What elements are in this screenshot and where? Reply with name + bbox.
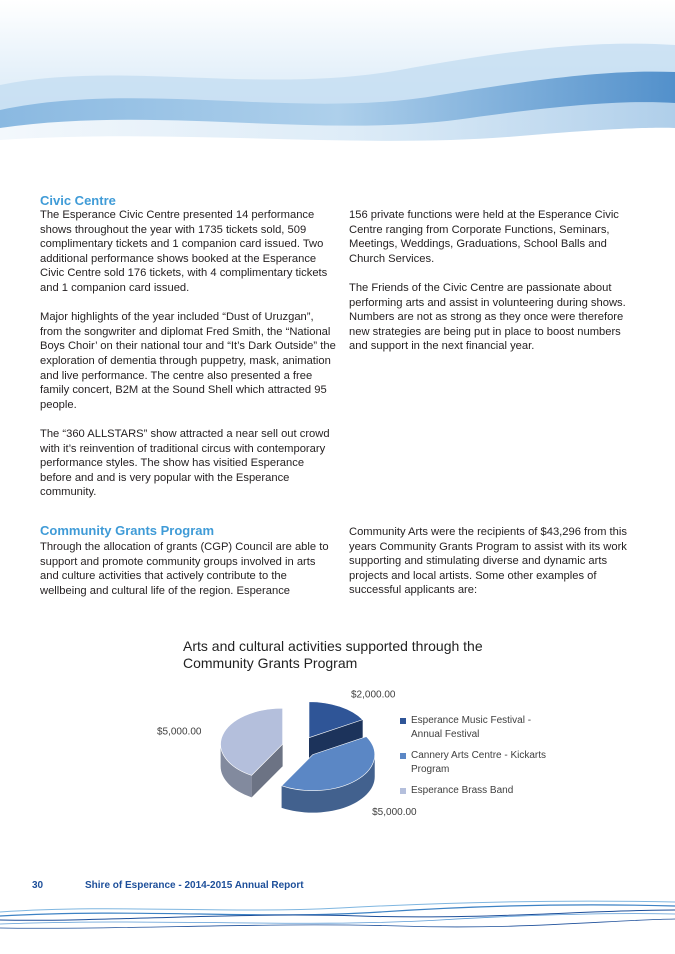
legend-item [400, 784, 600, 798]
community-grants-left-column [40, 540, 330, 598]
legend-item [400, 749, 600, 777]
chart-legend [400, 714, 600, 805]
data-label: $5,000.00 [156, 726, 202, 738]
civic-centre-heading: Civic Centre [40, 193, 116, 208]
paragraph: Through the allocation of grants (CGP) Council are able to support and promote community groups involved in arts and culture activities that actively contribute to the wellbeing and cultural life of the region. Esperance [40, 541, 329, 597]
footer-wave-decoration [0, 890, 675, 954]
community-grants-heading: Community Grants Program [40, 523, 215, 538]
civic-centre-right-column [349, 208, 634, 354]
paragraph: The Friends of the Civic Centre are passionate about performing arts and assist in volunteering during shows. Numbers are not as strong as they once were therefore new strategies are being put in place to boost numbers and support in the next financial year. [349, 281, 626, 353]
header-banner [0, 0, 675, 155]
legend-label: Esperance Music Festival - Annual Festival [411, 715, 532, 740]
paragraph: Major highlights of the year included “Dust of Uruzgan”, from the songwriter and diplomat Fred Smith, the “National Boys Choir’ on their national tour and “It’s Dark Outside” the exploration of dementia through puppetry, mask, animation and live performance. The centre also presented a free family concert, B2M at the Sound Shell which attracted 95 people. [40, 311, 336, 411]
page-number: 30 [32, 880, 44, 891]
legend-swatch [400, 753, 406, 759]
data-label: $2,000.00 [351, 690, 396, 701]
legend-swatch [400, 788, 406, 794]
civic-centre-left-column [40, 208, 338, 500]
legend-label: Esperance Brass Band [411, 785, 514, 796]
legend-swatch [400, 718, 406, 724]
chart-title: Arts and cultural activities supported through the Community Grants Program [183, 638, 483, 671]
paragraph: Community Arts were the recipients of $43,296 from this years Community Grants Program to assist with its work supporting and stimulating diverse and dynamic arts projects and local artists. Some other examples of successful applicants are: [349, 526, 627, 597]
paragraph: 156 private functions were held at the Esperance Civic Centre ranging from Corporate Functions, Seminars, Meetings, Weddings, Graduations, School Balls and Church Services. [349, 209, 619, 265]
data-label: $5,000.00 [372, 806, 417, 818]
legend-item [400, 714, 600, 742]
paragraph: The Esperance Civic Centre presented 14 performance shows throughout the year with 1735 tickets sold, 509 complimentary tickets and 1 companion card issued. Two additional performance shows booked at the Esperance Civic Centre sold 176 tickets, with 4 complimentary tickets and 1 companion card issued. [40, 209, 328, 294]
legend-label: Cannery Arts Centre - Kickarts Program [411, 750, 547, 775]
community-grants-right-column [349, 525, 634, 598]
paragraph: The “360 ALLSTARS” show attracted a near sell out crowd with it’s reinvention of traditional circus with contemporary performance styles. The show has visitied Esperance before and and is very popular with the Esperance community. [40, 427, 330, 499]
report-title: Shire of Esperance - 2014-2015 Annual Report [85, 880, 304, 891]
